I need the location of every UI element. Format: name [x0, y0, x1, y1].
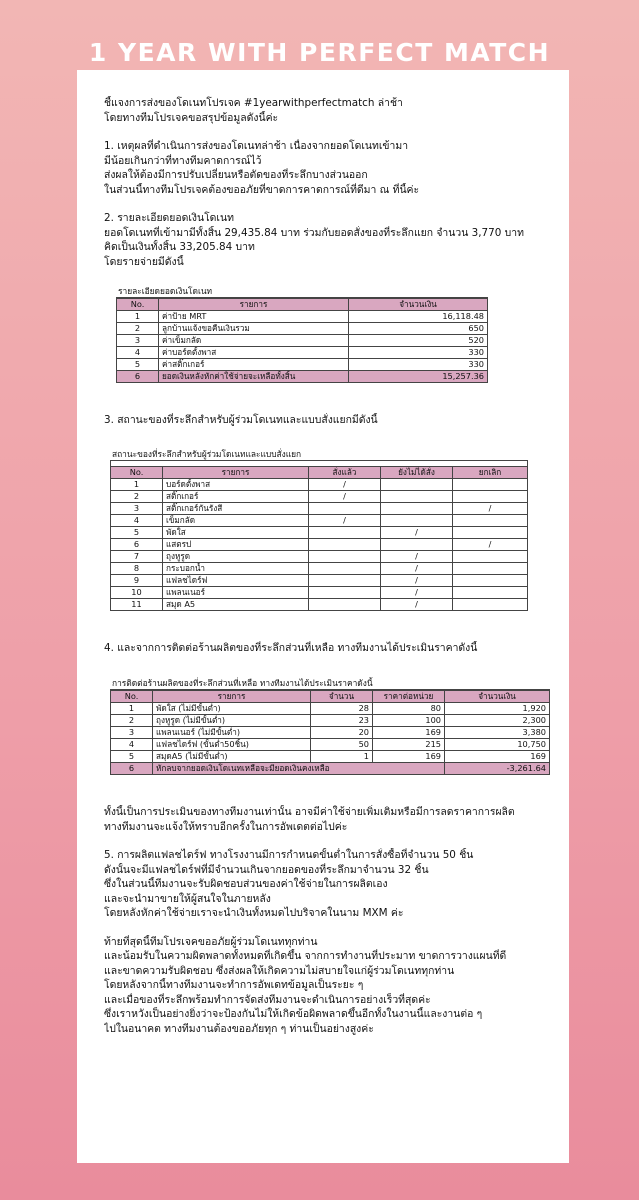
cell-no: 3: [111, 727, 153, 739]
section-5-paragraph: [104, 848, 547, 921]
cell-cancelled: [453, 598, 528, 610]
cell-amount: 1,920: [445, 703, 550, 715]
col-header: No.: [111, 691, 153, 703]
table-row: [111, 562, 528, 574]
col-header: ยังไม่ได้สั่ง: [381, 466, 453, 478]
cell-no: 5: [117, 359, 159, 371]
cell-item: สติ๊กเกอร์: [163, 490, 309, 502]
cell-item: แฟลชไดร์ฟ (ขั้นต่ำ50ชิ้น): [153, 739, 311, 751]
table-row: [117, 323, 488, 335]
cell-no: 7: [111, 550, 163, 562]
table-row: [111, 490, 528, 502]
cell-ordered: [309, 550, 381, 562]
section-1-line: 1. เหตุผลที่ดำเนินการส่งของโดเนทล่าช้า เนื่องจากยอดโดเนทเข้ามา: [104, 140, 409, 152]
cell-no: 2: [111, 715, 153, 727]
cell-no: 4: [111, 739, 153, 751]
cell-item: เข็มกลัด: [163, 514, 309, 526]
section-5-line: โดยหลังหักค่าใช้จ่ายเราจะนำเงินทั้งหมดไปบริจาคในนาม MXM ค่ะ: [104, 907, 404, 919]
cell-item: กระบอกน้ำ: [163, 562, 309, 574]
section-3-paragraph: [104, 413, 547, 428]
section-1-line: ในส่วนนี้ทางทีมโปรเจคต้องขออภัยที่ขาดการคาดการณ์ที่ดีมา ณ ที่นี้ค่ะ: [104, 183, 420, 196]
table-row: [111, 514, 528, 526]
cell-no: 5: [111, 526, 163, 538]
col-header: รายการ: [159, 299, 349, 311]
section-2-line: ยอดโดเนทที่เข้ามามีทั้งสิ้น 29,435.84 บาท ร่วมกับยอดสั่งของที่ระลึกแยก จำนวน 3,770 บาท: [104, 226, 524, 239]
cell-item: ค่าสติ๊กเกอร์: [159, 359, 349, 371]
cell-item: ค่าป้าย MRT: [159, 311, 349, 323]
cell-item: บอร์ดตั้งพาส: [163, 478, 309, 490]
cell-no: 1: [117, 311, 159, 323]
col-header: No.: [111, 466, 163, 478]
closing-line: และขาดความรับผิดชอบ ซึ่งส่งผลให้เกิดความไม่สบายใจแก่ผู้ร่วมโดเนททุกท่าน: [104, 964, 455, 977]
col-header: No.: [117, 299, 159, 311]
closing-line: ไปในอนาคต ทางทีมงานต้องขออภัยทุก ๆ ท่านเป็นอย่างสูงค่ะ: [104, 1022, 374, 1035]
table-row: [111, 574, 528, 586]
cell-qty: 50: [311, 739, 373, 751]
cell-cancelled: [453, 574, 528, 586]
cell-item: ยอดเงินหลังหักค่าใช้จ่ายจะเหลือทั้งสิ้น: [159, 371, 349, 383]
cell-unit-price: 169: [373, 751, 445, 763]
col-header: จำนวน: [311, 691, 373, 703]
banner-title: 1 YEAR WITH PERFECT MATCH: [88, 38, 551, 67]
closing-paragraph: [104, 935, 547, 1037]
cell-amount: 330: [349, 347, 488, 359]
cell-qty: 20: [311, 727, 373, 739]
table-row: [111, 751, 550, 763]
cell-item: แสตรป: [163, 538, 309, 550]
section-4-paragraph: [104, 641, 547, 656]
section-5-line: 5. การผลิตแฟลชไดร์ฟ ทางโรงงานมีการกำหนดขั้นต่ำในการสั่งซื้อที่จำนวน 50 ชิ้น: [104, 849, 474, 861]
cell-not-ordered: /: [381, 562, 453, 574]
cell-no: 3: [117, 335, 159, 347]
cell-cancelled: [453, 514, 528, 526]
cell-no: 2: [111, 490, 163, 502]
intro-line: โดยทางทีมโปรเจคขอสรุปข้อมูลดังนี้ค่ะ: [104, 111, 279, 124]
cell-not-ordered: [381, 514, 453, 526]
closing-line: และเมื่อของที่ระลึกพร้อมทำการจัดส่งทีมงานจะดำเนินการอย่างเร็วที่สุดค่ะ: [104, 993, 431, 1006]
donation-table-caption: รายละเอียดยอดเงินโดเนท: [116, 285, 488, 298]
table-row: [111, 502, 528, 514]
cell-not-ordered: [381, 502, 453, 514]
cell-cancelled: [453, 562, 528, 574]
table-total-row: [117, 371, 488, 383]
cell-cancelled: [453, 550, 528, 562]
cell-not-ordered: /: [381, 574, 453, 586]
section-3-line: 3. สถานะของที่ระลึกสำหรับผู้ร่วมโดเนทและแบบสั่งแยกมีดังนี้: [104, 414, 378, 426]
cell-item: พัดใส (ไม่มีขั้นต่ำ): [153, 703, 311, 715]
col-header: รายการ: [163, 466, 309, 478]
section-1-line: มีน้อยเกินกว่าที่ทางทีมคาดการณ์ไว้: [104, 154, 262, 167]
cell-no: 6: [117, 371, 159, 383]
table-row: [117, 335, 488, 347]
cell-amount: 520: [349, 335, 488, 347]
donation-table: [116, 285, 488, 383]
souvenir-status-table-caption: สถานะของที่ระลึกสำหรับผู้ร่วมโดเนทและแบบสั่งแยก: [110, 448, 528, 461]
col-header: รายการ: [153, 691, 311, 703]
table-row: [111, 478, 528, 490]
cell-no: 8: [111, 562, 163, 574]
cell-no: 9: [111, 574, 163, 586]
cell-amount: 330: [349, 359, 488, 371]
cell-no: 2: [117, 323, 159, 335]
closing-line: และน้อมรับในความผิดพลาดทั้งหมดที่เกิดขึ้น จากการทำงานที่ประมาท ขาดการวางแผนที่ดี: [104, 950, 507, 962]
cell-no: 5: [111, 751, 153, 763]
cell-no: 10: [111, 586, 163, 598]
table-row: [111, 715, 550, 727]
cell-not-ordered: /: [381, 550, 453, 562]
cost-estimate-table-caption: การติดต่อร้านผลิตของที่ระลึกส่วนที่เหลือ ทางทีมงานได้ประเมินราคาดังนี้: [110, 677, 550, 690]
section-5-line: และจะนำมาขายให้ผู้สนใจในภายหลัง: [104, 892, 271, 905]
section-4-note-paragraph: [104, 805, 547, 834]
intro-paragraph: [104, 96, 547, 125]
cell-no: 6: [111, 538, 163, 550]
cell-amount: 3,380: [445, 727, 550, 739]
table-row: [117, 311, 488, 323]
col-header: ราคาต่อหน่วย: [373, 691, 445, 703]
cost-estimate-table: [110, 677, 550, 775]
col-header: ยกเลิก: [453, 466, 528, 478]
col-header: จำนวนเงิน: [349, 299, 488, 311]
cell-ordered: [309, 598, 381, 610]
cell-not-ordered: /: [381, 526, 453, 538]
cell-ordered: [309, 502, 381, 514]
intro-line: ชี้แจงการส่งของโดเนทโปรเจค #1yearwithperfectmatch ล่าช้า: [104, 97, 403, 109]
cell-item: แพลนเนอร์: [163, 586, 309, 598]
cell-no: 3: [111, 502, 163, 514]
table-row: [111, 598, 528, 610]
cell-ordered: [309, 574, 381, 586]
cell-amount: 650: [349, 323, 488, 335]
cell-cancelled: [453, 526, 528, 538]
cell-item: แฟลชไดร์ฟ: [163, 574, 309, 586]
souvenir-status-table-header: [111, 466, 528, 478]
cost-estimate-table-header: [111, 691, 550, 703]
cell-ordered: [309, 526, 381, 538]
cell-cancelled: [453, 478, 528, 490]
cell-cancelled: /: [453, 502, 528, 514]
cell-unit-price: 100: [373, 715, 445, 727]
cell-item: สติ๊กเกอร์กันรังสี: [163, 502, 309, 514]
cell-no: 11: [111, 598, 163, 610]
cell-item: หักลบจากยอดเงินโดเนทเหลือจะมียอดเงินคงเหลือ: [153, 763, 445, 775]
table-row: [117, 359, 488, 371]
cell-unit-price: 215: [373, 739, 445, 751]
cell-qty: 28: [311, 703, 373, 715]
cell-ordered: /: [309, 490, 381, 502]
donation-table-header: [117, 299, 488, 311]
cell-no: 4: [111, 514, 163, 526]
cell-qty: 1: [311, 751, 373, 763]
closing-line: โดยหลังจากนี้ทางทีมงานจะทำการอัพเดทข้อมูลเป็นระยะ ๆ: [104, 979, 364, 991]
cell-unit-price: 169: [373, 727, 445, 739]
cell-ordered: [309, 538, 381, 550]
table-row: [111, 586, 528, 598]
cell-item: แพลนเนอร์ (ไม่มีขั้นต่ำ): [153, 727, 311, 739]
cell-amount: 10,750: [445, 739, 550, 751]
cell-cancelled: [453, 490, 528, 502]
cell-item: สมุดA5 (ไม่มีขั้นต่ำ): [153, 751, 311, 763]
cell-amount: -3,261.64: [445, 763, 550, 775]
cell-amount: 15,257.36: [349, 371, 488, 383]
cell-not-ordered: /: [381, 586, 453, 598]
table-row: [111, 550, 528, 562]
section-2-line: โดยรายจ่ายมีดังนี้: [104, 255, 184, 268]
section-1-paragraph: [104, 139, 547, 197]
cell-no: 4: [117, 347, 159, 359]
closing-line: ท้ายที่สุดนี้ทีมโปรเจคขออภัยผู้ร่วมโดเนททุกท่าน: [104, 935, 318, 948]
cell-amount: 16,118.48: [349, 311, 488, 323]
section-2-paragraph: [104, 211, 547, 269]
cell-ordered: [309, 586, 381, 598]
section-5-line: ดังนั้นจะมีแฟลชไดร์ฟที่มีจำนวนเกินจากยอดของที่ระลึกมาจำนวน 32 ชิ้น: [104, 863, 429, 876]
cell-amount: 2,300: [445, 715, 550, 727]
section-4-line: 4. และจากการติดต่อร้านผลิตของที่ระลึกส่วนที่เหลือ ทางทีมงานได้ประเมินราคาดังนี้: [104, 641, 478, 654]
cell-ordered: /: [309, 514, 381, 526]
cell-item: สมุด A5: [163, 598, 309, 610]
section-5-line: ซึ่งในส่วนนี้ทีมงานจะรับผิดชอบส่วนของค่าใช้จ่ายในการผลิตเอง: [104, 878, 388, 890]
cell-amount: 169: [445, 751, 550, 763]
cell-item: ค่าเข็มกลัด: [159, 335, 349, 347]
cell-no: 6: [111, 763, 153, 775]
cell-item: ลูกบ้านแจ้งขอคืนเงินรวม: [159, 323, 349, 335]
cell-not-ordered: [381, 490, 453, 502]
announcement-paper: [77, 70, 569, 1163]
table-row: [117, 347, 488, 359]
cell-cancelled: [453, 586, 528, 598]
cell-item: ค่าบอร์ดตั้งพาส: [159, 347, 349, 359]
cell-item: พัดใส: [163, 526, 309, 538]
section-2-line: 2. รายละเอียดยอดเงินโดเนท: [104, 212, 234, 224]
section-4-note-line: ทางทีมงานจะแจ้งให้ทราบอีกครั้งในการอัพเดตต่อไปค่ะ: [104, 820, 348, 833]
col-header: จำนวนเงิน: [445, 691, 550, 703]
cell-cancelled: /: [453, 538, 528, 550]
cell-qty: 23: [311, 715, 373, 727]
cell-not-ordered: /: [381, 598, 453, 610]
col-header: สั่งแล้ว: [309, 466, 381, 478]
table-row: [111, 739, 550, 751]
section-2-line: คิดเป็นเงินทั้งสิ้น 33,205.84 บาท: [104, 241, 255, 253]
section-4-note-line: ทั้งนี้เป็นการประเมินของทางทีมงานเท่านั้น อาจมีค่าใช้จ่ายเพิ่มเติมหรือมีการลดราคาการผลิต: [104, 806, 515, 818]
souvenir-status-table: [110, 448, 528, 611]
cell-ordered: [309, 562, 381, 574]
table-row: [111, 703, 550, 715]
cell-no: 1: [111, 478, 163, 490]
cell-item: ถุงหูรูด (ไม่มีขั้นต่ำ): [153, 715, 311, 727]
table-row: [111, 538, 528, 550]
cell-ordered: /: [309, 478, 381, 490]
cell-not-ordered: [381, 478, 453, 490]
table-total-row: [111, 763, 550, 775]
cell-item: ถุงหูรูด: [163, 550, 309, 562]
table-row: [111, 727, 550, 739]
section-1-line: ส่งผลให้ต้องมีการปรับเปลี่ยนหรือตัดของที่ระลึกบางส่วนออก: [104, 169, 368, 181]
closing-line: ซึ่งเราหวังเป็นอย่างยิ่งว่าจะป้องกันไม่ให้เกิดข้อผิดพลาดขึ้นอีกทั้งในงานนี้และงานต่อ ๆ: [104, 1008, 483, 1020]
cell-no: 1: [111, 703, 153, 715]
cell-not-ordered: [381, 538, 453, 550]
table-row: [111, 526, 528, 538]
cell-unit-price: 80: [373, 703, 445, 715]
